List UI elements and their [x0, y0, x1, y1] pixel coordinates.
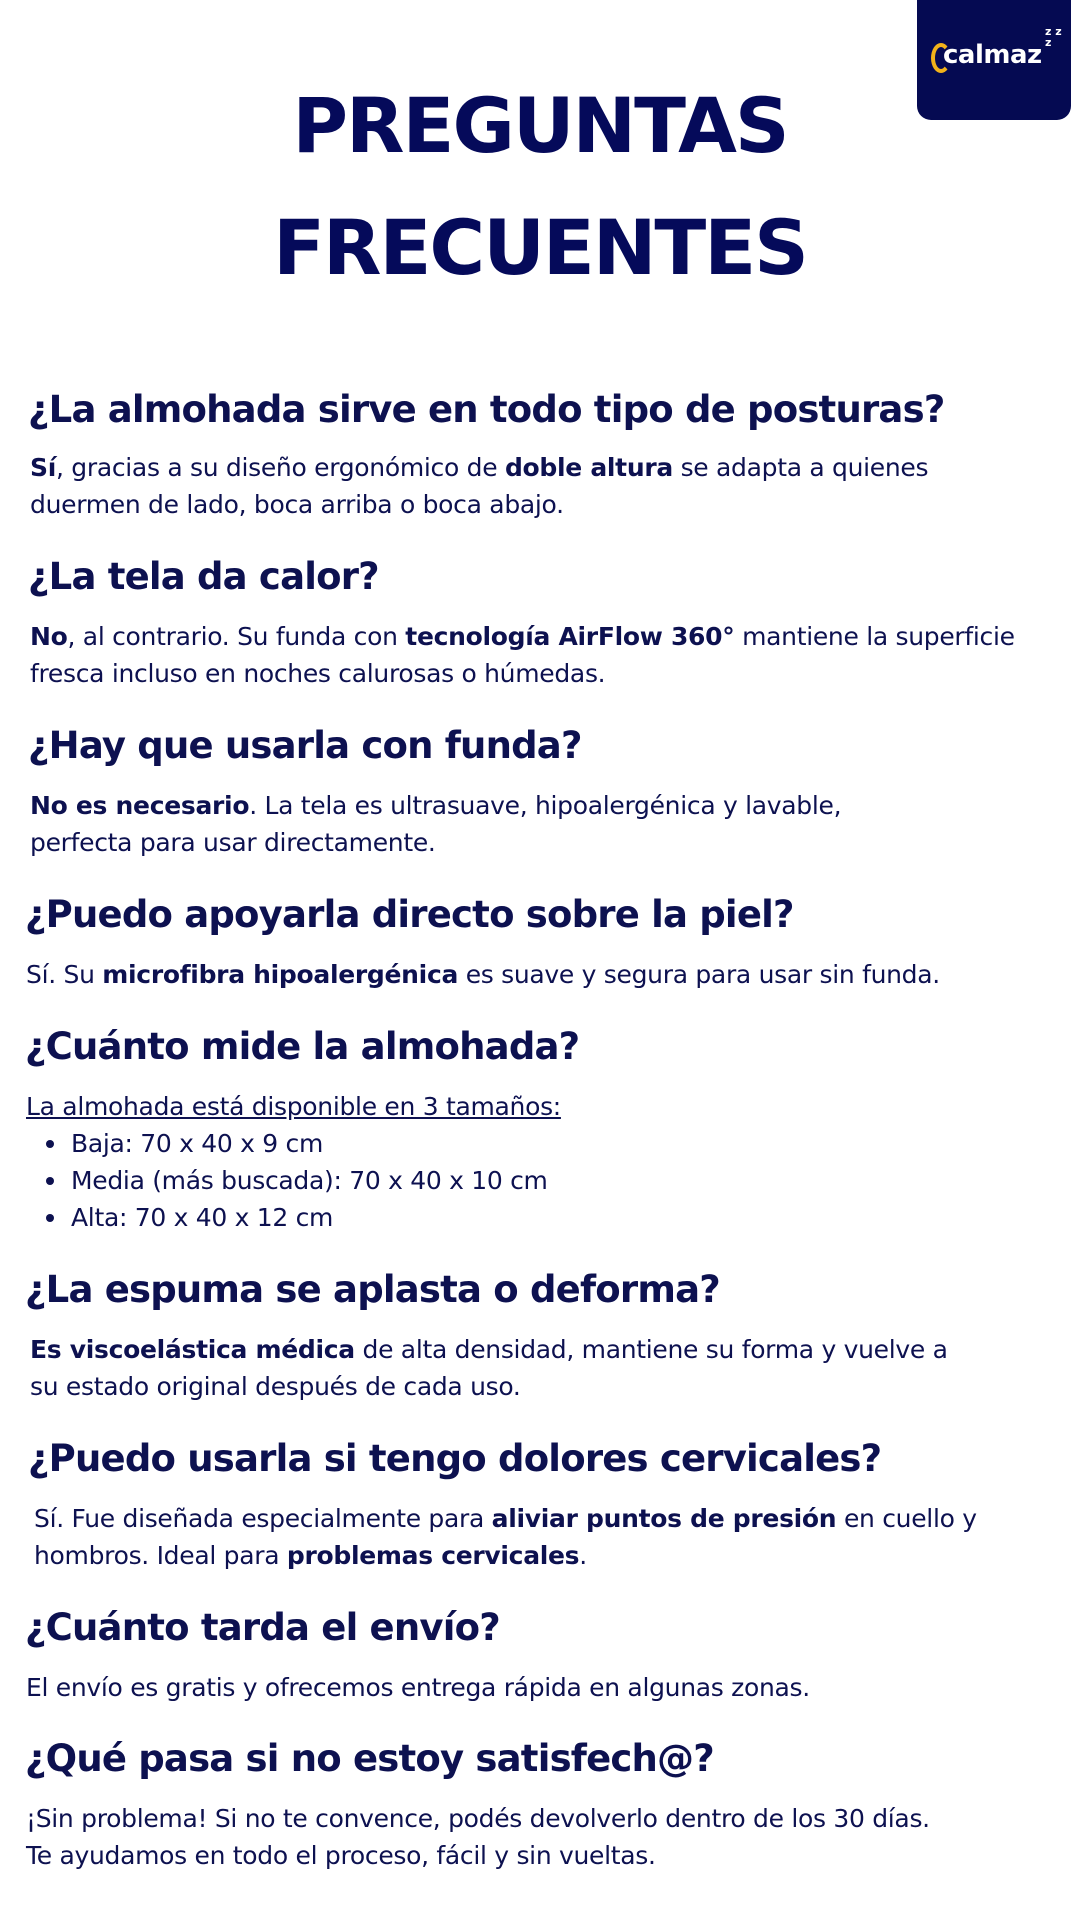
faq-question: ¿La tela da calor? — [28, 555, 379, 598]
faq-question: ¿La espuma se aplasta o deforma? — [25, 1268, 720, 1311]
sizes-intro: La almohada está disponible en 3 tamaños: — [26, 1092, 561, 1121]
list-item: Media (más buscada): 70 x 40 x 10 cm — [26, 1162, 548, 1199]
faq-answer: Es viscoelástica médica de alta densidad, mantiene su forma y vuelve a su estado original después de cada uso. — [30, 1335, 948, 1401]
sleep-zzz-icon: z z z — [1045, 25, 1062, 49]
faq-question: ¿Cuánto mide la almohada? — [25, 1025, 580, 1068]
faq-question: ¿Hay que usarla con funda? — [28, 724, 582, 767]
faq-question: ¿Puedo usarla si tengo dolores cervicales? — [28, 1437, 882, 1480]
brand-name: calmaz — [943, 40, 1042, 70]
faq-answer: No, al contrario. Su funda con tecnología AirFlow 360° mantiene la superficie fresca incluso en noches calurosas o húmedas. — [30, 622, 1015, 688]
faq-answer: Sí, gracias a su diseño ergonómico de doble altura se adapta a quienes duermen de lado, boca arriba o boca abajo. — [30, 453, 929, 519]
page-title-line-1: PREGUNTAS — [292, 81, 788, 170]
sizes-list — [26, 1125, 548, 1236]
list-item: Alta: 70 x 40 x 12 cm — [26, 1199, 548, 1236]
faq-answer: Sí. Fue diseñada especialmente para aliviar puntos de presión en cuello y hombros. Ideal para problemas cervicales. — [34, 1504, 977, 1570]
faq-answer: Sí. Su microfibra hipoalergénica es suave y segura para usar sin funda. — [26, 960, 940, 989]
faq-question: ¿Puedo apoyarla directo sobre la piel? — [25, 893, 794, 936]
list-item: Baja: 70 x 40 x 9 cm — [26, 1125, 548, 1162]
faq-question: ¿Qué pasa si no estoy satisfech@? — [25, 1737, 714, 1780]
page-title-line-2: FRECUENTES — [273, 203, 807, 292]
faq-answer: El envío es gratis y ofrecemos entrega rápida en algunas zonas. — [26, 1673, 810, 1702]
faq-answer: No es necesario. La tela es ultrasuave, hipoalergénica y lavable, perfecta para usar directamente. — [30, 791, 842, 857]
faq-question: ¿La almohada sirve en todo tipo de posturas? — [28, 388, 945, 431]
faq-question: ¿Cuánto tarda el envío? — [25, 1606, 500, 1649]
faq-answer: ¡Sin problema! Si no te convence, podés devolverlo dentro de los 30 días. Te ayudamos en todo el proceso, fácil y sin vueltas. — [26, 1804, 930, 1870]
